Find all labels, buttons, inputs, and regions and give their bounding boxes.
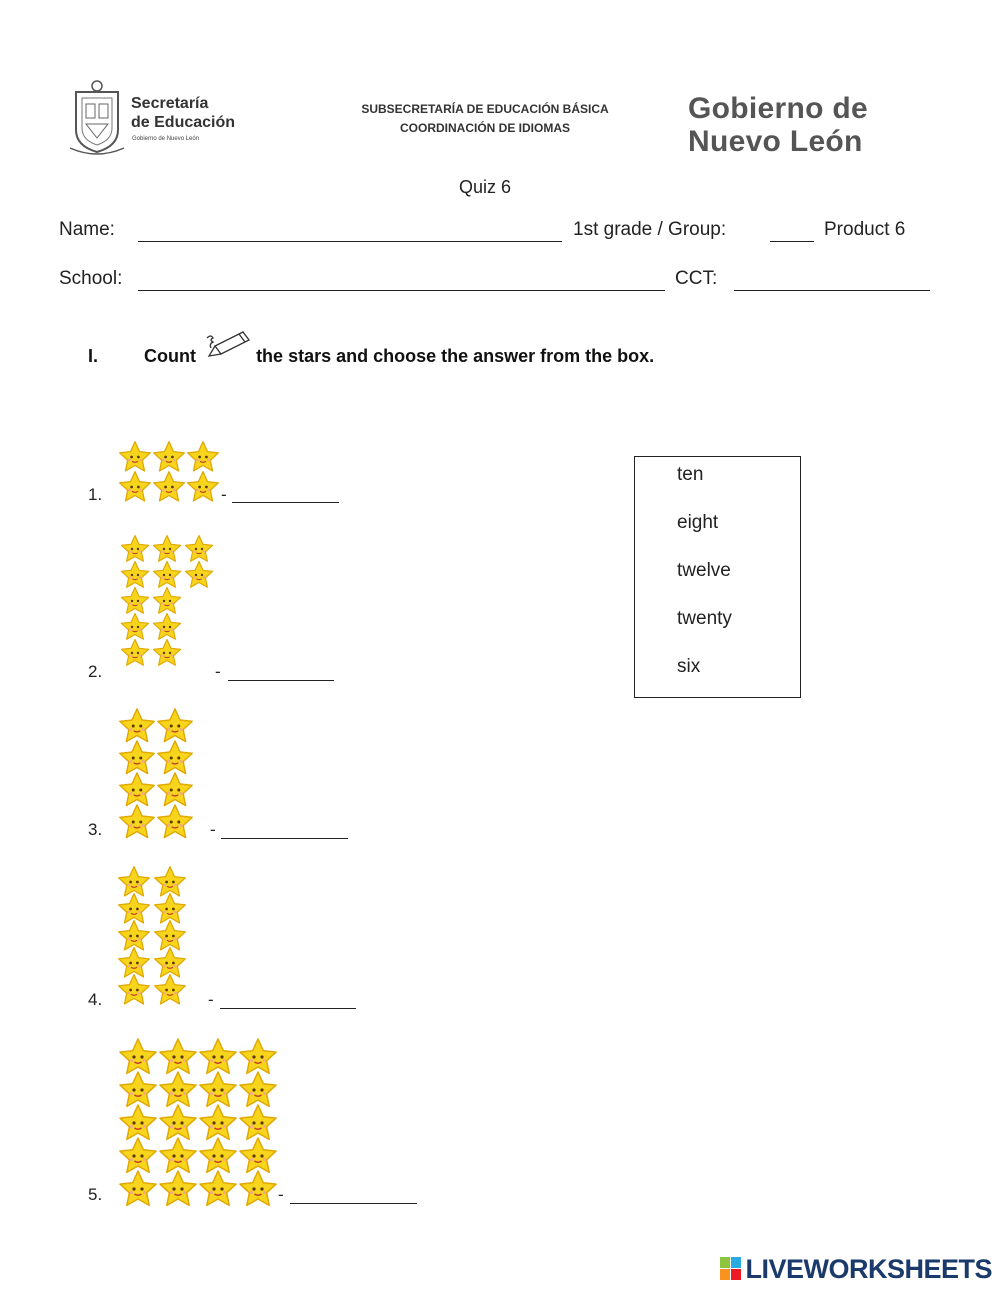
star-icon xyxy=(156,803,194,841)
liveworksheets-logo xyxy=(720,1253,992,1285)
name-line[interactable] xyxy=(138,241,562,242)
question-4-dash: - xyxy=(208,990,214,1009)
gobierno-logo xyxy=(688,92,868,158)
instruction-count-word: Count xyxy=(144,346,197,366)
grade-label: 1st grade / Group: xyxy=(573,219,727,240)
department-line2: COORDINACIÓN DE IDIOMAS xyxy=(399,121,570,135)
question-1-label: 1. xyxy=(88,485,103,504)
question-3-answer-line[interactable] xyxy=(221,838,348,839)
star-icon xyxy=(198,1169,238,1209)
gobierno-line2: Nuevo León xyxy=(688,125,863,158)
answer-word-box xyxy=(634,456,801,698)
star-icon xyxy=(153,973,187,1007)
star-icon xyxy=(186,440,220,474)
question-2-label: 2. xyxy=(88,662,103,681)
word-option: eight xyxy=(677,512,719,533)
star-icon xyxy=(120,638,150,668)
star-icon xyxy=(158,1169,198,1209)
name-label: Name: xyxy=(59,219,115,240)
school-label: School: xyxy=(59,268,123,289)
star-icon xyxy=(186,470,220,504)
star-icon xyxy=(152,638,182,668)
star-icon xyxy=(184,560,214,590)
liveworksheets-blocks-icon xyxy=(720,1257,742,1281)
logo-left-line1: Secretaría xyxy=(131,95,209,112)
question-5-answer-line[interactable] xyxy=(290,1203,417,1204)
logo-left-title xyxy=(131,94,235,132)
question-5-label: 5. xyxy=(88,1185,103,1204)
star-icon xyxy=(117,973,151,1007)
question-5-dash: - xyxy=(278,1185,284,1204)
word-option: ten xyxy=(677,464,704,485)
coat-of-arms-icon xyxy=(68,78,126,156)
star-icon xyxy=(238,1169,278,1209)
instruction-text: the stars and choose the answer from the box. xyxy=(256,346,655,366)
word-option: six xyxy=(677,656,701,677)
word-option: twenty xyxy=(677,608,732,629)
star-icon xyxy=(152,440,186,474)
instruction-number: I. xyxy=(88,346,99,366)
logo-left-line2: de Educación xyxy=(131,114,236,131)
star-icon xyxy=(118,440,152,474)
logo-left-subtitle: Gobierno de Nuevo León xyxy=(132,136,200,142)
question-1-answer-line[interactable] xyxy=(232,502,339,503)
cct-label: CCT: xyxy=(675,268,718,289)
school-line[interactable] xyxy=(138,290,665,291)
question-3-dash: - xyxy=(210,820,216,839)
department-heading xyxy=(300,100,670,138)
cct-line[interactable] xyxy=(734,290,930,291)
star-icon xyxy=(118,803,156,841)
question-4-answer-line[interactable] xyxy=(220,1008,356,1009)
question-2-answer-line[interactable] xyxy=(228,680,334,681)
question-4-label: 4. xyxy=(88,990,103,1009)
question-2-dash: - xyxy=(215,662,221,681)
gobierno-line1: Gobierno de xyxy=(688,92,868,125)
word-option: twelve xyxy=(677,560,731,581)
star-icon xyxy=(118,1169,158,1209)
quiz-title: Quiz 6 xyxy=(458,177,512,197)
secretaria-logo xyxy=(68,78,268,158)
star-icon xyxy=(118,470,152,504)
star-icon xyxy=(152,470,186,504)
liveworksheets-text: LIVEWORKSHEETS xyxy=(745,1253,992,1284)
question-3-label: 3. xyxy=(88,820,103,839)
pencil-icon xyxy=(203,326,253,358)
department-line1: SUBSECRETARÍA DE EDUCACIÓN BÁSICA xyxy=(361,102,609,116)
group-line[interactable] xyxy=(770,241,814,242)
question-1-dash: - xyxy=(221,485,227,504)
product-label: Product 6 xyxy=(824,219,906,240)
instruction xyxy=(88,346,654,367)
